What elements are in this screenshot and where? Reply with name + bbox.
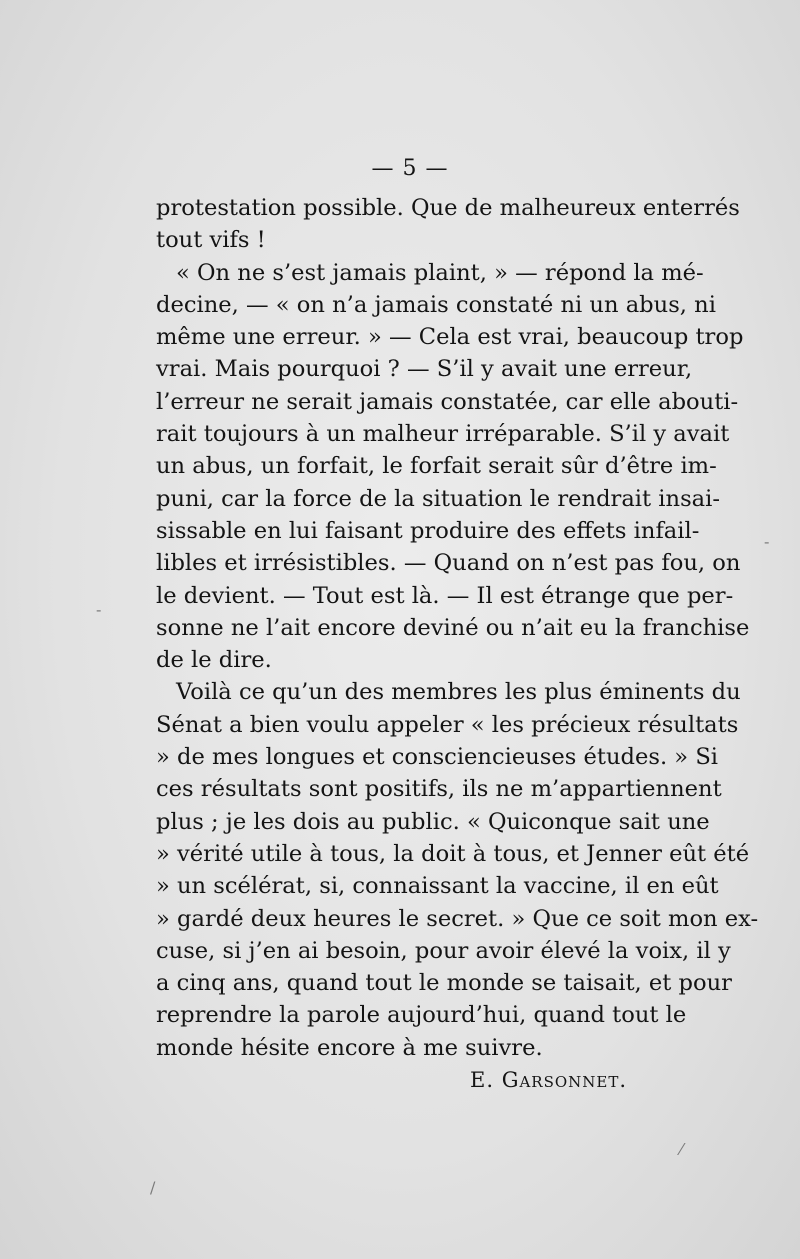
text-line: decine, — « on n’a jamais constaté ni un abus, ni [156, 291, 716, 318]
text-line: protestation possible. Que de malheureux enterrés [156, 195, 740, 221]
text-line: » gardé deux heures le secret. » Que ce soit mon ex- [156, 905, 759, 932]
text-line: rait toujours à un malheur irréparable. S’il y avait [156, 421, 730, 448]
text-line: libles et irrésistibles. — Quand on n’est pas fou, on [156, 550, 741, 577]
text-line: cuse, si j’en ai besoin, pour avoir élevé la voix, il y [156, 937, 731, 964]
paragraph-2 [156, 257, 750, 677]
text-line: de le dire. [156, 647, 272, 674]
text-line: Voilà ce qu’un des membres les plus éminents du [176, 679, 741, 706]
text-line: tout vifs ! [156, 227, 266, 254]
margin-dash-mark: - [96, 600, 102, 619]
signature-initial: E. [470, 1068, 495, 1092]
text-line: le devient. — Tout est là. — Il est étrange que per- [156, 582, 734, 609]
text-line: un abus, un forfait, le forfait serait sûr d’être im- [156, 453, 717, 480]
paragraph-1 [156, 192, 740, 257]
text-line: même une erreur. » — Cela est vrai, beaucoup trop [156, 324, 744, 351]
paragraph-3 [156, 676, 759, 1064]
text-line: reprendre la parole aujourd’hui, quand tout le [156, 1002, 687, 1029]
text-line: » de mes longues et consciencieuses études. » Si [156, 744, 719, 771]
signature-name: Garsonnet. [501, 1068, 628, 1092]
text-line: puni, car la force de la situation le rendrait insai- [156, 485, 720, 512]
corner-mark: ⁄ [680, 1140, 683, 1159]
body-text [156, 192, 759, 1064]
text-line: l’erreur ne serait jamais constatée, car elle abouti- [156, 388, 739, 415]
text-line: » vérité utile à tous, la doit à tous, et Jenner eût été [156, 840, 750, 867]
pen-tick-mark: / [150, 1178, 156, 1197]
margin-dash-mark: - [764, 532, 770, 551]
text-line: plus ; je les dois au public. « Quiconque sait une [156, 808, 710, 835]
text-line: Sénat a bien voulu appeler « les précieux résultats [156, 711, 739, 738]
author-signature [470, 1068, 627, 1092]
text-line: vrai. Mais pourquoi ? — S’il y avait une erreur, [156, 356, 693, 383]
text-line: « On ne s’est jamais plaint, » — répond la mé- [176, 259, 704, 286]
text-line: » un scélérat, si, connaissant la vaccine, il en eût [156, 873, 719, 900]
text-line: sissable en lui faisant produire des effets infail- [156, 517, 700, 544]
text-line: a cinq ans, quand tout le monde se taisait, et pour [156, 970, 732, 997]
text-line: sonne ne l’ait encore deviné ou n’ait eu la franchise [156, 614, 750, 641]
page-number: — 5 — [371, 156, 449, 181]
text-line: monde hésite encore à me suivre. [156, 1034, 543, 1061]
text-line: ces résultats sont positifs, ils ne m’appartiennent [156, 776, 722, 803]
